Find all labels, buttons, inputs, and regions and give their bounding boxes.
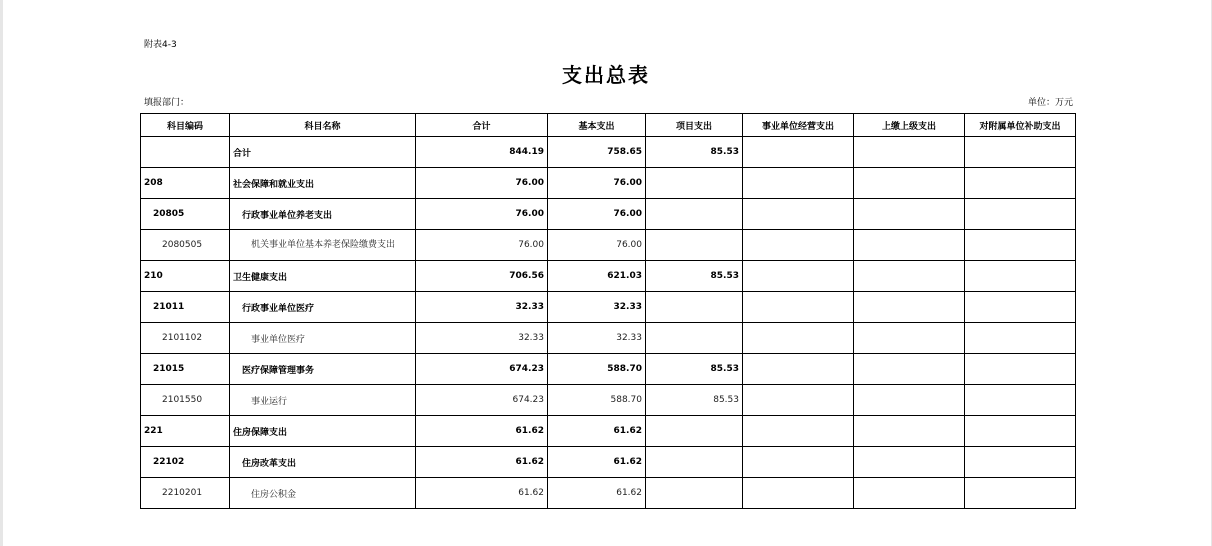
cell-business: [743, 230, 854, 261]
cell-total: 76.00: [416, 199, 548, 230]
cell-code: 21011: [141, 292, 230, 323]
table-row: [141, 199, 1076, 230]
table-row: [141, 478, 1076, 509]
cell-total: 76.00: [416, 168, 548, 199]
table-row: [141, 385, 1076, 416]
cell-code: 208: [141, 168, 230, 199]
cell-basic: 588.70: [548, 385, 646, 416]
cell-subsidy: [965, 292, 1076, 323]
cell-total: 61.62: [416, 416, 548, 447]
header-upper: 上缴上级支出: [854, 114, 965, 137]
cell-name: 合计: [230, 137, 416, 168]
cell-project: [646, 292, 743, 323]
header-basic: 基本支出: [548, 114, 646, 137]
cell-code: 2101550: [141, 385, 230, 416]
cell-code: 221: [141, 416, 230, 447]
cell-business: [743, 323, 854, 354]
cell-total: 61.62: [416, 478, 548, 509]
cell-code: 2080505: [141, 230, 230, 261]
cell-subsidy: [965, 261, 1076, 292]
table-row: [141, 354, 1076, 385]
table-row: [141, 230, 1076, 261]
header-project: 项目支出: [646, 114, 743, 137]
cell-code: 20805: [141, 199, 230, 230]
cell-project: 85.53: [646, 385, 743, 416]
cell-basic: 621.03: [548, 261, 646, 292]
table-row: [141, 416, 1076, 447]
header-code: 科目编码: [141, 114, 230, 137]
table-row: [141, 261, 1076, 292]
cell-basic: 76.00: [548, 199, 646, 230]
cell-business: [743, 199, 854, 230]
cell-subsidy: [965, 447, 1076, 478]
cell-code: 2210201: [141, 478, 230, 509]
cell-basic: 32.33: [548, 323, 646, 354]
cell-basic: 61.62: [548, 478, 646, 509]
cell-basic: 61.62: [548, 447, 646, 478]
cell-name: 住房改革支出: [230, 447, 416, 478]
cell-name: 医疗保障管理事务: [230, 354, 416, 385]
cell-business: [743, 354, 854, 385]
cell-project: 85.53: [646, 137, 743, 168]
cell-upper: [854, 261, 965, 292]
cell-project: [646, 199, 743, 230]
header-subsidy: 对附属单位补助支出: [965, 114, 1076, 137]
cell-basic: 76.00: [548, 230, 646, 261]
cell-business: [743, 168, 854, 199]
cell-project: [646, 230, 743, 261]
cell-name: 住房公积金: [230, 478, 416, 509]
department-label: 填报部门：: [144, 98, 190, 108]
header-name: 科目名称: [230, 114, 416, 137]
cell-name: 事业运行: [230, 385, 416, 416]
cell-business: [743, 385, 854, 416]
cell-name: 行政事业单位养老支出: [230, 199, 416, 230]
cell-business: [743, 447, 854, 478]
cell-business: [743, 416, 854, 447]
cell-upper: [854, 447, 965, 478]
cell-total: 32.33: [416, 323, 548, 354]
cell-project: 85.53: [646, 261, 743, 292]
table-row: [141, 292, 1076, 323]
cell-basic: 61.62: [548, 416, 646, 447]
cell-upper: [854, 354, 965, 385]
cell-subsidy: [965, 385, 1076, 416]
cell-name: 社会保障和就业支出: [230, 168, 416, 199]
cell-business: [743, 292, 854, 323]
cell-basic: 76.00: [548, 168, 646, 199]
cell-code: 21015: [141, 354, 230, 385]
cell-total: 674.23: [416, 385, 548, 416]
cell-subsidy: [965, 323, 1076, 354]
cell-name: 住房保障支出: [230, 416, 416, 447]
cell-basic: 758.65: [548, 137, 646, 168]
table-row: [141, 137, 1076, 168]
cell-total: 32.33: [416, 292, 548, 323]
cell-name: 事业单位医疗: [230, 323, 416, 354]
cell-subsidy: [965, 199, 1076, 230]
cell-business: [743, 137, 854, 168]
table-header-row: [141, 114, 1076, 137]
header-total: 合计: [416, 114, 548, 137]
cell-total: 706.56: [416, 261, 548, 292]
cell-subsidy: [965, 354, 1076, 385]
cell-upper: [854, 168, 965, 199]
attachment-label: 附表4-3: [144, 40, 177, 50]
cell-upper: [854, 478, 965, 509]
cell-subsidy: [965, 137, 1076, 168]
expenditure-table: [140, 113, 1076, 509]
table-row: [141, 323, 1076, 354]
unit-label: 单位：万元: [1027, 98, 1073, 108]
cell-total: 76.00: [416, 230, 548, 261]
cell-subsidy: [965, 478, 1076, 509]
cell-upper: [854, 199, 965, 230]
table-row: [141, 447, 1076, 478]
cell-name: 卫生健康支出: [230, 261, 416, 292]
cell-code: [141, 137, 230, 168]
cell-basic: 32.33: [548, 292, 646, 323]
cell-upper: [854, 416, 965, 447]
cell-project: 85.53: [646, 354, 743, 385]
cell-subsidy: [965, 416, 1076, 447]
cell-total: 61.62: [416, 447, 548, 478]
cell-upper: [854, 292, 965, 323]
cell-basic: 588.70: [548, 354, 646, 385]
cell-business: [743, 478, 854, 509]
cell-subsidy: [965, 168, 1076, 199]
cell-project: [646, 323, 743, 354]
cell-project: [646, 416, 743, 447]
page-title: 支出总表: [562, 63, 650, 87]
cell-total: 844.19: [416, 137, 548, 168]
cell-upper: [854, 230, 965, 261]
cell-total: 674.23: [416, 354, 548, 385]
cell-name: 行政事业单位医疗: [230, 292, 416, 323]
cell-upper: [854, 323, 965, 354]
cell-name: 机关事业单位基本养老保险缴费支出: [230, 230, 416, 261]
header-business: 事业单位经营支出: [743, 114, 854, 137]
cell-upper: [854, 137, 965, 168]
cell-code: 210: [141, 261, 230, 292]
table-row: [141, 168, 1076, 199]
cell-upper: [854, 385, 965, 416]
cell-code: 22102: [141, 447, 230, 478]
cell-subsidy: [965, 230, 1076, 261]
cell-code: 2101102: [141, 323, 230, 354]
cell-project: [646, 168, 743, 199]
cell-project: [646, 447, 743, 478]
cell-business: [743, 261, 854, 292]
cell-project: [646, 478, 743, 509]
